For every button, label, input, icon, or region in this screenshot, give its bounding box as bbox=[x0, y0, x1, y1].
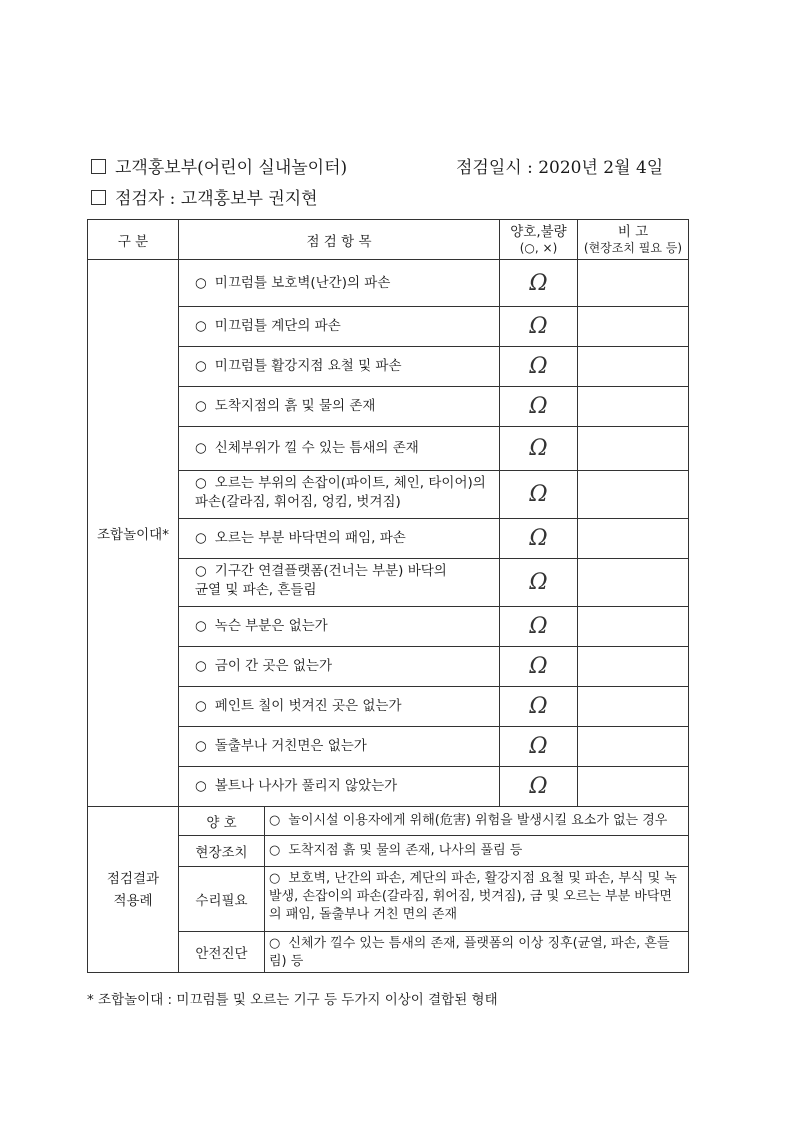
result-mark: Ω bbox=[500, 647, 578, 687]
table-row bbox=[88, 347, 689, 387]
result-label: 현장조치 bbox=[179, 836, 265, 866]
header-line1-left: 고객홍보부(어린이 실내놀이터) bbox=[91, 153, 347, 178]
checkbox-square-icon bbox=[91, 159, 106, 174]
header-items: 점 검 항 목 bbox=[179, 220, 500, 260]
result-desc: ○ 신체가 낄수 있는 틈새의 존재, 플랫폼의 이상 징후(균열, 파손, 흔들림) 등 bbox=[269, 936, 670, 969]
item-text: ○ 오르는 부위의 손잡이(파이트, 체인, 타이어)의 파손(갈라짐, 휘어짐, 엉킴, 벗겨짐) bbox=[179, 471, 500, 519]
result-content bbox=[179, 932, 689, 973]
note-cell bbox=[578, 647, 689, 687]
inspection-date: 점검일시 : 2020년 2월 4일 bbox=[456, 158, 664, 178]
result-label: 양 호 bbox=[179, 807, 265, 835]
note-cell bbox=[578, 767, 689, 807]
result-label: 안전진단 bbox=[179, 932, 265, 972]
result-mark: Ω bbox=[500, 347, 578, 387]
result-mark: Ω bbox=[500, 471, 578, 519]
table-row bbox=[88, 260, 689, 307]
result-mark: Ω bbox=[500, 260, 578, 307]
table-header-row bbox=[88, 220, 689, 260]
header-category: 구 분 bbox=[88, 220, 179, 260]
note-cell bbox=[578, 519, 689, 559]
item-text: ○ 미끄럼틀 보호벽(난간)의 파손 bbox=[179, 260, 500, 307]
table-row bbox=[88, 647, 689, 687]
table-row bbox=[88, 727, 689, 767]
note-cell bbox=[578, 727, 689, 767]
table-row bbox=[88, 387, 689, 427]
result-mark: Ω bbox=[500, 687, 578, 727]
result-mark: Ω bbox=[500, 307, 578, 347]
result-mark: Ω bbox=[500, 559, 578, 607]
result-mark: Ω bbox=[500, 767, 578, 807]
item-text: ○ 돌출부나 거친면은 없는가 bbox=[179, 727, 500, 767]
item-text: ○ 미끄럼틀 계단의 파손 bbox=[179, 307, 500, 347]
item-text: ○ 미끄럼틀 활강지점 요철 및 파손 bbox=[179, 347, 500, 387]
item-text: ○ 도착지점의 흙 및 물의 존재 bbox=[179, 387, 500, 427]
result-row bbox=[88, 932, 689, 973]
result-mark: Ω bbox=[500, 519, 578, 559]
result-label: 수리필요 bbox=[179, 867, 265, 931]
table-row bbox=[88, 307, 689, 347]
header-line2: 점검자 : 고객홍보부 권지현 bbox=[91, 184, 318, 209]
result-desc: ○ 놀이시설 이용자에게 위해(危害) 위험을 발생시킬 요소가 없는 경우 bbox=[269, 813, 668, 828]
result-row bbox=[88, 807, 689, 836]
result-mark: Ω bbox=[500, 427, 578, 471]
result-content bbox=[179, 836, 689, 867]
result-row bbox=[88, 836, 689, 867]
item-text: ○ 신체부위가 낄 수 있는 틈새의 존재 bbox=[179, 427, 500, 471]
note-cell bbox=[578, 427, 689, 471]
results-category-cell: 점검결과 적용례 bbox=[88, 807, 179, 973]
note-cell bbox=[578, 607, 689, 647]
note-cell bbox=[578, 307, 689, 347]
item-text: ○ 녹슨 부분은 없는가 bbox=[179, 607, 500, 647]
item-text: ○ 금이 간 곳은 없는가 bbox=[179, 647, 500, 687]
note-cell bbox=[578, 559, 689, 607]
note-cell bbox=[578, 687, 689, 727]
result-mark: Ω bbox=[500, 727, 578, 767]
header-result: 양호,불량 (○, ×) bbox=[500, 220, 578, 260]
category-cell: 조합놀이대* bbox=[88, 260, 179, 807]
table-row bbox=[88, 767, 689, 807]
table-row bbox=[88, 471, 689, 519]
result-mark: Ω bbox=[500, 607, 578, 647]
table-row bbox=[88, 559, 689, 607]
table-row bbox=[88, 519, 689, 559]
result-content bbox=[179, 867, 689, 932]
item-text: ○ 페인트 칠이 벗겨진 곳은 없는가 bbox=[179, 687, 500, 727]
result-desc: ○ 보호벽, 난간의 파손, 계단의 파손, 활강지점 요철 및 파손, 부식 및 녹 발생, 손잡이의 파손(갈라짐, 휘어짐, 벗겨짐), 금 및 오르는 부분 바닥면의 패임, 돌출부나 거친 면의 존재 bbox=[269, 871, 677, 922]
result-row bbox=[88, 867, 689, 932]
result-desc: ○ 도착지점 흙 및 물의 존재, 나사의 풀림 등 bbox=[269, 843, 523, 858]
inspection-table bbox=[87, 219, 689, 973]
result-mark: Ω bbox=[500, 387, 578, 427]
table-row bbox=[88, 607, 689, 647]
checkbox-square-icon bbox=[91, 190, 106, 205]
item-text: ○ 볼트나 나사가 풀리지 않았는가 bbox=[179, 767, 500, 807]
note-cell bbox=[578, 387, 689, 427]
header-note: 비 고 (현장조치 필요 등) bbox=[578, 220, 689, 260]
result-content bbox=[179, 807, 689, 836]
item-text: ○ 오르는 부분 바닥면의 패임, 파손 bbox=[179, 519, 500, 559]
item-text: ○ 기구간 연결플랫폼(건너는 부분) 바닥의 균열 및 파손, 흔들림 bbox=[179, 559, 500, 607]
note-cell bbox=[578, 471, 689, 519]
footnote: * 조합놀이대 : 미끄럼틀 및 오르는 기구 등 두가지 이상이 결합된 형태 bbox=[87, 992, 498, 1008]
note-cell bbox=[578, 347, 689, 387]
note-cell bbox=[578, 260, 689, 307]
table-row bbox=[88, 687, 689, 727]
table-row bbox=[88, 427, 689, 471]
